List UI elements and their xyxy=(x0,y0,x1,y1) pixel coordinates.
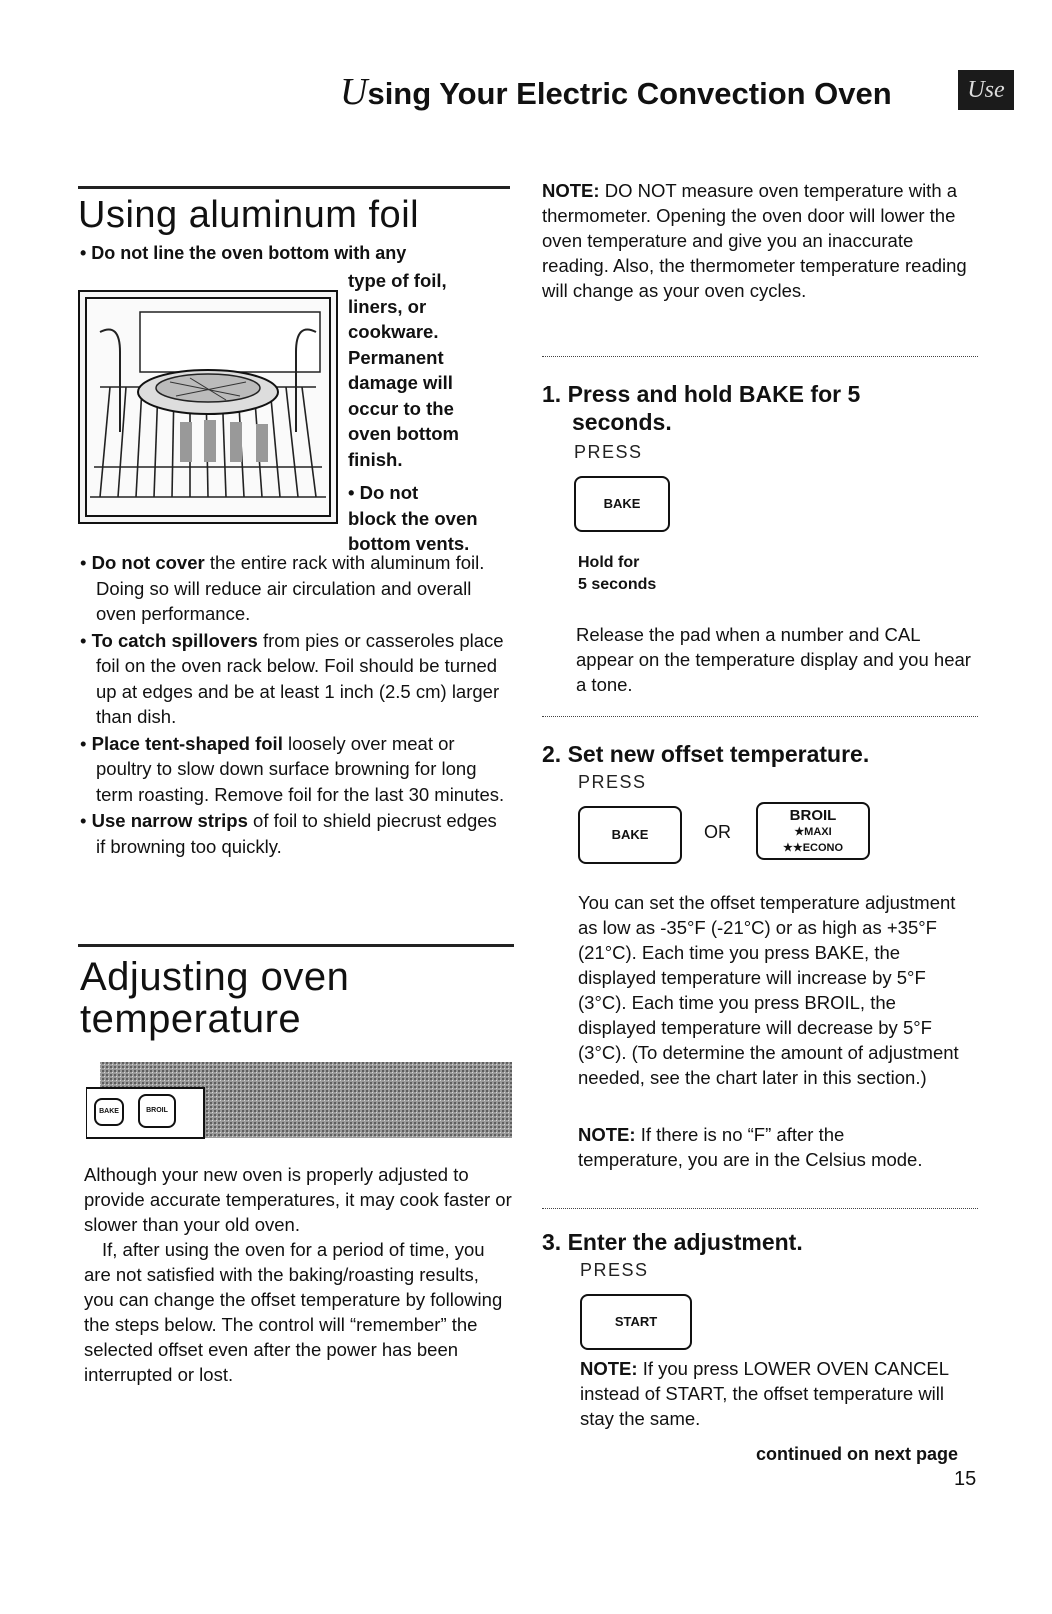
section-rule-adjust xyxy=(78,944,514,947)
step-1-text: Release the pad when a number and CAL appear on the temperature display and you hear a tone. xyxy=(576,624,971,695)
step-1-title xyxy=(542,380,982,436)
note-label: NOTE: xyxy=(578,1124,636,1145)
divider xyxy=(542,356,978,357)
adjust-paragraph-2: If, after using the oven for a period of time, you are not satisfied with the baking/roasting results, you can change the offset temperature by following the steps below. The control will “remember” the selected offset even after the power has been interrupted or lost. xyxy=(84,1239,503,1385)
note-label: NOTE: xyxy=(542,180,600,201)
section-title-line: Adjusting oven xyxy=(80,955,350,999)
hold-line: Hold for xyxy=(578,554,640,571)
step-title-text: seconds. xyxy=(572,409,672,435)
control-panel-illustration xyxy=(86,1058,514,1140)
list-item: • To catch spillovers from pies or casseroles place foil on the oven rack below. Foil should be turned up at edges and be at least 1 inch (2.5 cm) larger than dish. xyxy=(80,629,504,727)
page-header xyxy=(340,70,892,114)
divider xyxy=(542,716,978,717)
step-3-title xyxy=(542,1228,803,1256)
foil-vents-line: • Do not xyxy=(348,482,419,503)
press-label: PRESS xyxy=(574,442,643,462)
foil-warning xyxy=(348,268,478,557)
broil-pad-econo: ★★ECONO xyxy=(782,842,844,854)
foil-warning-line: damage will xyxy=(348,372,453,393)
broil-pad-maxi: ★MAXI xyxy=(794,826,832,838)
bullet-text: loosely over meat or poultry to slow down surface browning for long term roasting. Remove foil for the last 30 minutes. xyxy=(96,732,505,805)
foil-vents-line: block the oven xyxy=(348,507,478,529)
oven-rack-illustration xyxy=(78,290,338,524)
foil-warning-line: finish. xyxy=(348,448,403,470)
step-2-text: You can set the offset temperature adjustment as low as -35°F (-21°C) or as high as +35°F (21°C). Each time you press BAKE, the displayed temperature will increase by 5°F (3°C). Each time you press BROIL, the displayed temperature will decrease by 5°F (3°C). (To determine the amount of adjustment needed, see the chart later in this section.) xyxy=(578,892,959,1088)
bullet-lead: Use narrow strips xyxy=(91,810,248,831)
broil-pad-label: BROIL xyxy=(789,807,837,824)
foil-warning-line: liners, or xyxy=(348,295,427,317)
bake-pad-button[interactable]: BAKE xyxy=(578,806,682,864)
start-pad-button[interactable]: START xyxy=(580,1294,692,1350)
hold-line: 5 seconds xyxy=(578,576,657,593)
foil-warning-line: oven bottom xyxy=(348,423,459,444)
continued-note: continued on next page xyxy=(756,1444,959,1464)
note-thermometer xyxy=(542,178,974,303)
header-badge: Use xyxy=(958,70,1014,110)
step-number: 3. xyxy=(542,1229,562,1255)
bake-pad-illustration: BAKE xyxy=(94,1098,124,1126)
step-title-text: Press and hold BAKE for 5 xyxy=(567,381,861,407)
or-label: OR xyxy=(704,822,731,842)
note-text: If there is no “F” after the temperature, you are in the Celsius mode. xyxy=(578,1124,923,1170)
adjust-paragraph-1: Although your new oven is properly adjusted to provide accurate temperatures, it may cook faster or slower than your old oven. xyxy=(84,1164,512,1235)
broil-pad-illustration: BROIL xyxy=(138,1094,176,1128)
foil-bullet-list xyxy=(80,550,510,860)
step-2-note xyxy=(578,1122,938,1172)
bullet-text: of foil to shield piecrust edges if browning too quickly. xyxy=(96,810,497,857)
list-item: • Place tent-shaped foil loosely over meat or poultry to slow down surface browning for long term roasting. Remove foil for the last 30 minutes. xyxy=(80,732,505,805)
step-number: 1. xyxy=(542,381,562,407)
foil-warning-line: Permanent xyxy=(348,346,444,368)
bullet-lead: To catch spillovers xyxy=(91,629,258,651)
section-title-foil: Using aluminum foil xyxy=(78,194,420,236)
header-initial: U xyxy=(340,71,368,113)
bake-pad-button[interactable]: BAKE xyxy=(574,476,670,532)
section-rule-foil xyxy=(78,186,510,189)
press-label: PRESS xyxy=(578,772,647,792)
foil-warning-line: cookware. xyxy=(348,321,439,342)
bullet-text: from pies or casseroles place foil on the oven rack below. Foil should be turned up at edges and be at least 1 inch (2.5 cm) larger than dish. xyxy=(96,629,504,727)
hold-duration xyxy=(578,552,656,596)
step-title-text: Set new offset temperature. xyxy=(567,741,870,767)
bullet-lead: Place tent-shaped foil xyxy=(91,732,283,754)
divider xyxy=(542,1208,978,1209)
list-item: • Do not cover the entire rack with aluminum foil. Doing so will reduce air circulation and overall oven performance. xyxy=(80,552,485,624)
foil-vents-line: bottom vents. xyxy=(348,533,470,554)
bullet-lead: Do not cover xyxy=(91,552,205,573)
section-title-adjust xyxy=(80,956,349,1040)
step-title-text: Enter the adjustment. xyxy=(567,1229,803,1255)
note-text: DO NOT measure oven temperature with a thermometer. Opening the oven door will lower the oven temperature and give you an inaccurate reading. Also, the thermometer temperature reading will change as your oven cycles. xyxy=(542,180,967,301)
note-label: NOTE: xyxy=(580,1358,638,1379)
list-item: • Use narrow strips of foil to shield piecrust edges if browning too quickly. xyxy=(80,810,497,857)
step-2-title xyxy=(542,740,869,768)
press-label: PRESS xyxy=(580,1260,649,1280)
broil-pad-button[interactable] xyxy=(756,802,870,860)
page-number: 15 xyxy=(954,1468,977,1490)
foil-warning-line: occur to the xyxy=(348,397,454,419)
step-number: 2. xyxy=(542,741,562,767)
foil-intro-bullet: • Do not line the oven bottom with any xyxy=(80,243,407,263)
foil-warning-line: type of foil, xyxy=(348,270,447,291)
note-text: If you press LOWER OVEN CANCEL instead of START, the offset temperature will stay the same. xyxy=(580,1358,949,1429)
header-title: sing Your Electric Convection Oven xyxy=(367,76,892,111)
bullet-text: the entire rack with aluminum foil. Doing so will reduce air circulation and overall oven performance. xyxy=(96,552,485,624)
step-3-note xyxy=(580,1356,970,1431)
section-title-line: temperature xyxy=(80,997,302,1041)
